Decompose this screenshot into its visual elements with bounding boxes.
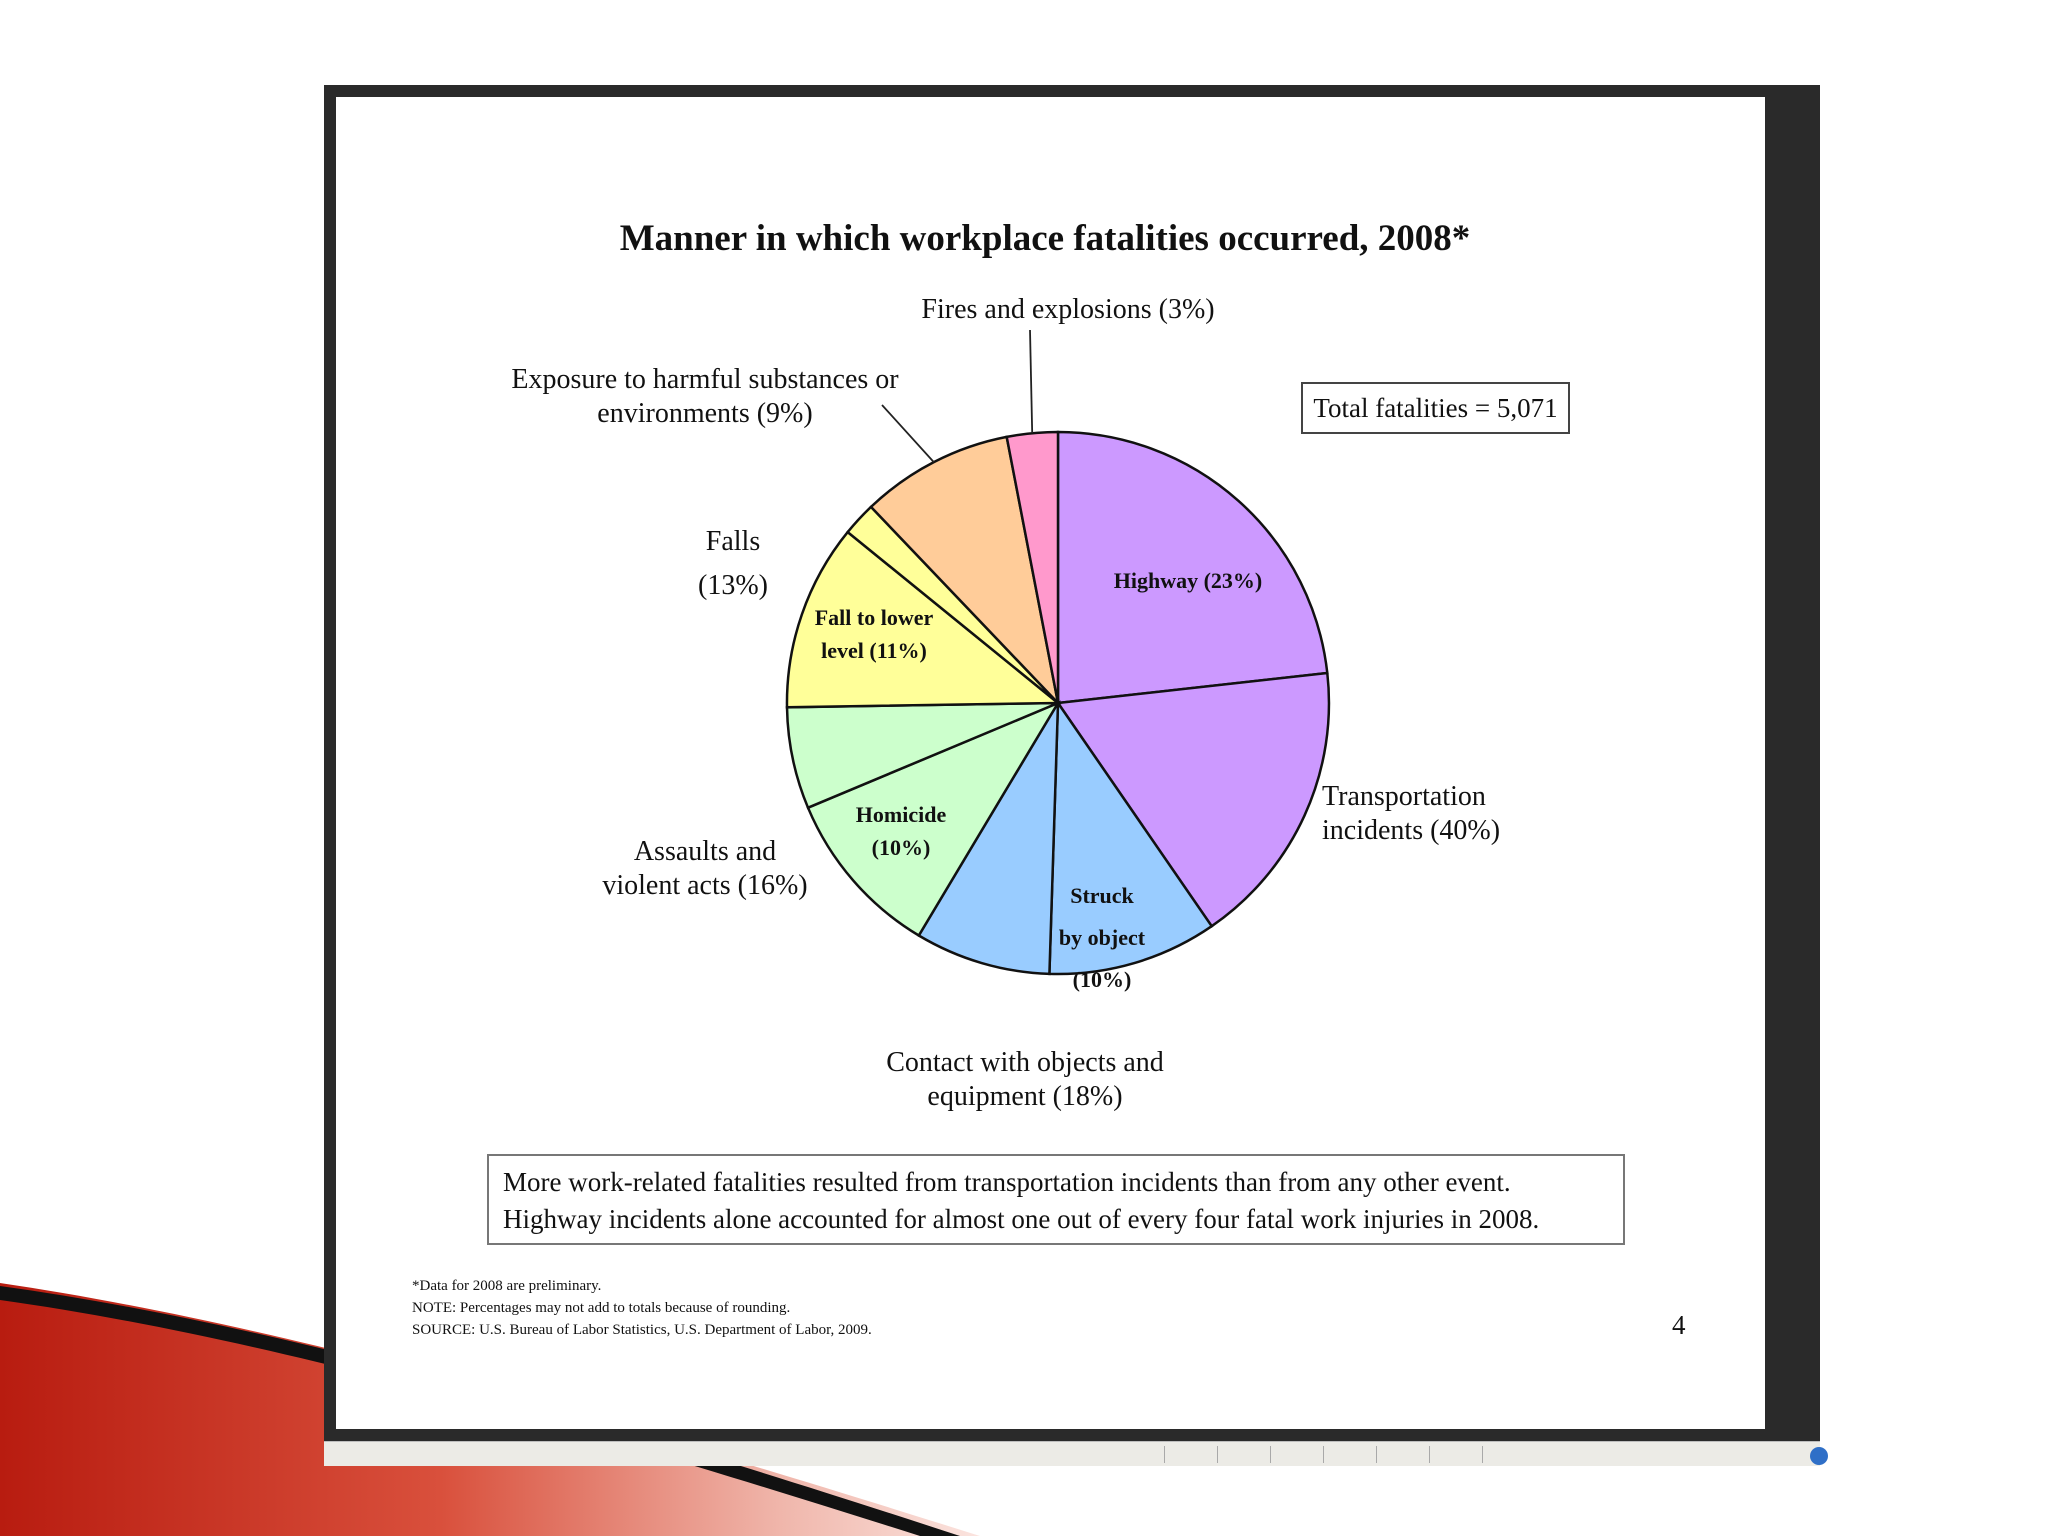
label-contact-with-objects-and-equipment: Contact with objects and equipment (18%) [886, 1047, 1164, 1112]
total-fatalities-label: Total fatalities = 5,071 [1313, 392, 1558, 423]
insight-box [487, 1154, 1625, 1245]
label-assaults-and-violent-acts: Assaults and violent acts (16%) [602, 836, 808, 901]
insight-text: More work-related fatalities resulted from transportation incidents than from any other event. Highway incidents alone accounted for almost one out of every four fatal work injuries in 2008. [503, 1167, 1540, 1234]
label-falls: Falls (13%) [698, 526, 768, 601]
page-number: 4 [1672, 1310, 1686, 1340]
label-struck-by-object: Struck by object (10%) [1058, 883, 1146, 992]
label-exposure-to-harmful-substances-or-environments: Exposure to harmful substances or environments (9%) [511, 364, 899, 429]
label-transportation-incidents: Transportation incidents (40%) [1322, 781, 1501, 846]
footnote-preliminary: *Data for 2008 are preliminary. [412, 1278, 602, 1294]
footnote-source: SOURCE: U.S. Bureau of Labor Statistics, U.S. Department of Labor, 2009. [412, 1322, 872, 1338]
label-homicide: Homicide (10%) [855, 802, 947, 860]
label-fires-and-explosions: Fires and explosions (3%) [921, 294, 1215, 325]
chart-title: Manner in which workplace fatalities occurred, 2008* [619, 218, 1471, 259]
footnotes [412, 1275, 872, 1341]
total-fatalities-box [1301, 382, 1570, 434]
label-fall-to-lower-level: Fall to lower level (11%) [814, 605, 934, 663]
footnote-note: NOTE: Percentages may not add to totals because of rounding. [412, 1300, 791, 1316]
leader-fires [1030, 330, 1032, 433]
leader-exposure [882, 405, 934, 462]
label-highway: Highway (23%) [1113, 568, 1263, 593]
